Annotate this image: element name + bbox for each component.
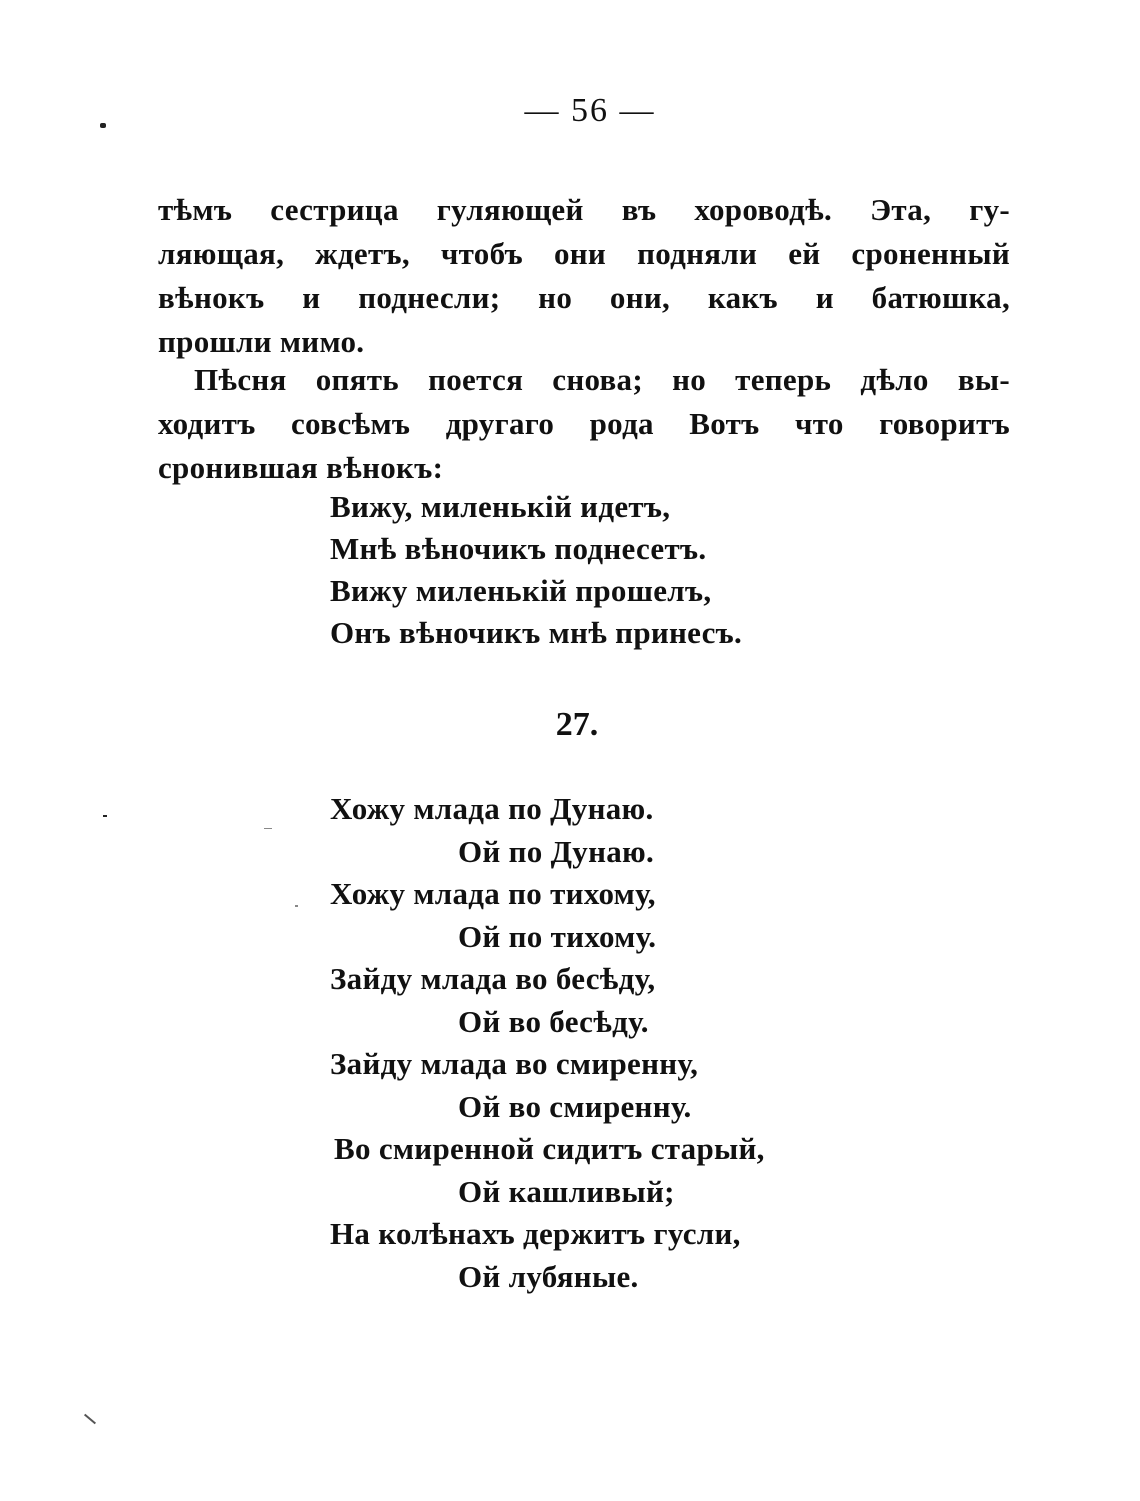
verse-quote [330,486,742,654]
paragraph-2-line: Пѣсня опять поется снова; но теперь дѣло вы- [194,362,1010,397]
song-line: На колѣнахъ держитъ гусли, [330,1216,741,1251]
song-refrain-line: Ой во бесѣду. [458,1003,649,1039]
scan-speck [103,815,107,817]
song-27 [330,788,765,1298]
paragraph-2 [158,358,1010,490]
scan-speck [100,123,106,128]
song-line: Зайду млада во бесѣду, [330,961,656,996]
paragraph-1-line: ляющая, ждетъ, чтобъ они подняли ей сроненный [158,236,1010,271]
paragraph-1-line: вѣнокъ и поднесли; но они, какъ и батюшка, [158,280,1010,315]
verse-line: Вижу, миленькій идетъ, [330,489,671,524]
song-refrain-line: Ой кашливый; [458,1173,675,1209]
paragraph-1 [158,188,1010,364]
song-number: 27. [555,706,599,743]
scan-speck [84,1414,96,1425]
paragraph-2-line: ходитъ совсѣмъ другаго рода Вотъ что говоритъ [158,406,1010,441]
verse-line: Вижу миленькій прошелъ, [330,573,712,608]
song-refrain-line: Ой лубяные. [458,1258,639,1294]
paragraph-1-line: тѣмъ сестрица гуляющей въ хороводѣ. Эта, гу- [158,192,1010,227]
paragraph-1-line: прошли мимо. [158,324,365,359]
song-line: Хожу млада по Дунаю. [330,791,654,826]
scan-speck [295,905,298,907]
scan-speck [264,828,272,829]
verse-line: Онъ вѣночикъ мнѣ принесъ. [330,615,743,650]
page-number [0,92,1140,130]
song-line: Во смиренной сидитъ старый, [334,1131,765,1166]
song-refrain-line: Ой по тихому. [458,918,657,954]
page-number-text: — 56 — [524,92,656,129]
song-line: Зайду млада во смиренну, [330,1046,699,1081]
paragraph-2-line: сронившая вѣнокъ: [158,450,444,485]
verse-line: Мнѣ вѣночикъ поднесетъ. [330,531,707,566]
song-refrain-line: Ой во смиренну. [458,1088,692,1124]
song-refrain-line: Ой по Дунаю. [458,833,655,869]
song-line: Хожу млада по тихому, [330,876,656,911]
